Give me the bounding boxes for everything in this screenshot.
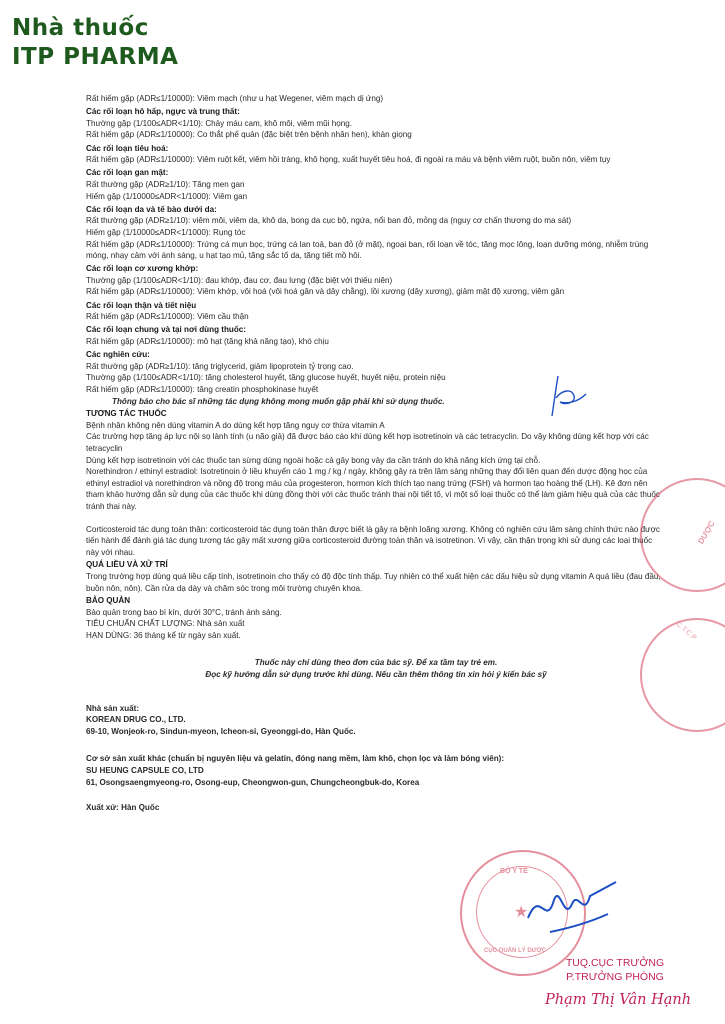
section-heading: Các rối loạn thận và tiết niệu [86,300,197,310]
text-line: Rất hiếm gặp (ADR≤1/10000): Viêm mạch (như u hạt Wegener, viêm mạch dị ứng) [86,94,384,103]
storage-heading: BẢO QUẢN [86,596,131,606]
text-line: Norethindron / ethinyl estradiol: Isotretinoin ở liều khuyến cáo 1 mg / kg / ngày, không gây ra trên lâm sàng những thay đổi liên quan đến dược động học của ethinyl estradiol và norethindron và nồng độ trong máu của progesteron, hormon kích thích tạo nang trứng (FSH) và hormon tạo hoàng thể (LH). Kê đơn nên tham khảo hướng dẫn sử dụng của các thuốc khi dùng đồng thời với các thuốc tránh thai nội tiết tố, vì một số loại thuốc có thể làm giảm hiệu quả của các thuốc tránh thai này. [86,467,660,511]
text-line: Corticosteroid tác dụng toàn thân: corticosteroid tác dụng toàn thân được biết là gây ra bệnh loãng xương. Không có nghiên cứu lâm sàng chính thức nào được tiến hành để đánh giá tác dụng tương tác gây mất xương giữa corticosteroid đường toàn thân và isotretinon. Vì vậy, cần thận trọng khi sử dụng các loại thuốc này với nhau. [86,524,660,557]
edge-stamp-top-text: DƯỢC [696,519,717,546]
prescription-warning: Thuốc này chỉ dùng theo đơn của bác sỹ. Để xa tầm tay trẻ em. [254,658,498,668]
other-facility-name: SU HEUNG CAPSULE CO, LTD [86,766,204,776]
text-line: Rất hiếm gặp (ADR≤1/10000): Co thắt phế quản (đặc biệt trên bệnh nhân hen), khàn giọng [86,130,412,140]
maker-name: KOREAN DRUG CO., LTD. [86,715,186,725]
text-line: Rất hiếm gặp (ADR≤1/10000): tăng creatin phosphokinase huyết [86,385,319,394]
shelf-life: HẠN DÙNG: 36 tháng kể từ ngày sản xuất. [86,630,241,640]
text-line: Thường gặp (1/100≤ADR<1/10): Chảy máu cam, khô môi, viêm mũi họng. [86,118,352,128]
section-heading: Các rối loạn da và tế bào dưới da: [86,204,217,214]
signature-title-2: P.TRƯỞNG PHÒNG [566,971,664,983]
section-heading: Các rối loạn cơ xương khớp: [86,264,199,274]
leaflet-body [86,93,666,814]
text-line: Rất thường gặp (ADR≥1/10): Tăng men gan [86,179,245,189]
star-icon: ★ [514,904,529,921]
read-instructions-warning: Đọc kỹ hướng dẫn sử dụng trước khi dùng. Nếu cần thêm thông tin xin hỏi ý kiến bác sỹ [205,670,547,680]
text-line: Rất thường gặp (ADR≥1/10): tăng triglycerid, giảm lipoprotein tỷ trọng cao. [86,361,354,371]
text-line: Bệnh nhân không nên dùng vitamin A do dùng kết hợp tăng nguy cơ thừa vitamin A [86,420,385,430]
adverse-effect-note: Thông báo cho bác sĩ những tác dụng không mong muốn gặp phải khi sử dụng thuốc. [112,396,445,406]
official-stamp-top: BỘ Y TẾ [500,868,528,875]
initial-signature-icon [548,372,592,420]
signature-block [545,956,692,1008]
text-line: Bảo quản trong bao bì kín, dưới 30°C, tránh ánh sáng. [86,607,282,617]
section-heading: Các rối loạn tiêu hoá: [86,143,169,153]
text-line: Rất hiếm gặp (ADR≤1/10000): Viêm cầu thận [86,312,249,322]
text-line: Hiếm gặp (1/10000≤ADR<1/1000): Viêm gan [86,191,248,201]
text-line: Rất hiếm gặp (ADR≤1/10000): Viêm ruột kết, viêm hồi tràng, khô họng, xuất huyết tiêu hoá, đi ngoài ra máu và bệnh viêm ruột, buồn nôn, viêm tụy [86,155,611,165]
official-signature-icon [520,878,620,946]
text-line: Hiếm gặp (1/10000≤ADR<1/1000): Rụng tóc [86,227,246,237]
text-line: Các trường hợp tăng áp lực nội sọ lành tính (u não giả) đã được báo cáo khi dùng kết hợp isotretinoin và các tetracyclin. Do vậy không dùng kết hợp với các tetracyclin [86,432,649,453]
other-facility-label: Cơ sở sản xuất khác (chuẩn bị nguyên liệu và gelatin, đóng nang mềm, làm khô, chọn lọc và làm bóng viên): [86,754,505,764]
text-line: Rất hiếm gặp (ADR≤1/10000): Viêm khớp, vôi hoá (vôi hoá gân và dây chằng), lồi xương (dây xương), giảm mật độ xương, viêm gân [86,287,565,297]
text-line: Rất hiếm gặp (ADR≤1/10000): mô hạt (tăng khả năng tạo), khó chịu [86,337,329,347]
quality-standard: TIÊU CHUẨN CHẤT LƯỢNG: Nhà sản xuất [86,619,245,629]
text-line: Rất hiếm gặp (ADR≤1/10000): Trứng cá mụn bọc, trứng cá lan toả, ban đỏ (ở mặt), ngoại ban, rối loạn về tóc, tăng mọc lông, loạn dưỡng móng, nhiễm trùng móng, nhạy cảm với ánh sáng, u hạt tạo mủ, tăng sắc tố da, tăng tiết mồ hôi. [86,239,649,261]
watermark-line-1: Nhà thuốc [12,15,149,41]
section-heading: Các nghiên cứu: [86,350,150,360]
text-line: Dùng kết hợp isotretinoin với các thuốc tan sừng dùng ngoài hoặc cả gây bong vảy da cần tránh do khả năng kích ứng tại chỗ. [86,455,541,465]
signature-title-1: TUQ.CỤC TRƯỞNG [565,957,665,969]
pharmacy-watermark [12,14,178,72]
section-heading: Các rối loạn chung và tại nơi dùng thuốc: [86,325,246,335]
text-line: Trong trường hợp dùng quá liều cấp tính, isotretinoin cho thấy có độ độc tính thấp. Tuy nhiên có thể xuất hiện các dấu hiệu sử dụng vitamin A quá liều (đau đầu, buồn nôn, nôn). Cần rửa dạ dày và chăm sóc trong môi trường chuyên khoa. [86,571,661,593]
interaction-heading: TƯƠNG TÁC THUỐC [86,409,167,419]
section-heading: Các rối loạn gan mật: [86,168,169,178]
maker-address: 69-10, Wonjeok-ro, Sindun-myeon, Icheon-si, Gyeonggi-do, Hàn Quốc. [86,726,356,736]
overdose-heading: QUÁ LIỀU VÀ XỬ TRÍ [86,560,168,570]
text-line: Rất thường gặp (ADR≥1/10): viêm môi, viêm da, khô da, bong da cục bộ, ngứa, nổi ban đỏ, mỏng da (nguy cơ chấn thương do ma sát) [86,216,572,226]
other-facility-address: 61, Osongsaengmyeong-ro, Osong-eup, Cheongwon-gun, Chungcheongbuk-do, Korea [86,777,420,787]
signer-name: Phạm Thị Vân Hạnh [545,992,692,1008]
text-line: Thường gặp (1/100≤ADR<1/10): đau khớp, đau cơ, đau lưng (đặc biệt với thiếu niên) [86,275,393,285]
edge-stamp-mid-text: C.T.C.P [674,621,698,642]
section-heading: Các rối loạn hô hấp, ngực và trung thất: [86,107,240,117]
official-stamp-bottom: CỤC QUẢN LÝ DƯỢC [484,948,547,954]
origin: Xuất xứ: Hàn Quốc [86,803,160,813]
maker-label: Nhà sản xuất: [86,703,140,713]
text-line: Thường gặp (1/100≤ADR<1/10): tăng cholesterol huyết, tăng glucose huyết, huyết niệu, protein niệu [86,373,446,383]
watermark-line-2: ITP PHARMA [12,44,179,70]
